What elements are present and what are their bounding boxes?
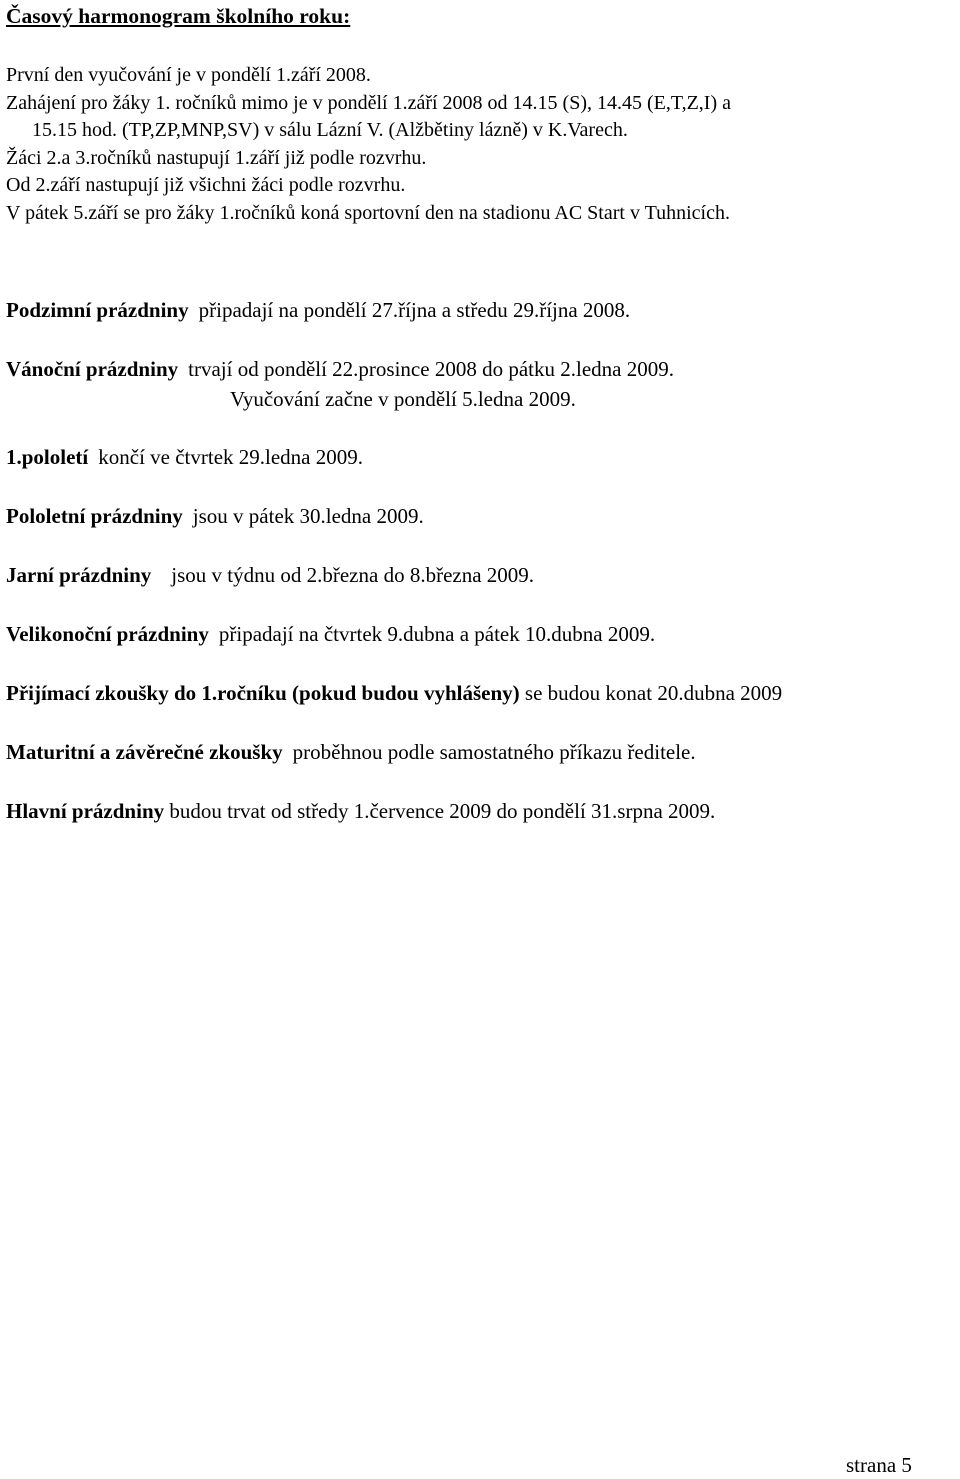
autumn-holiday-text: připadají na pondělí 27.října a středu 29.října 2008. xyxy=(198,298,631,322)
semester-break-text: jsou v pátek 30.ledna 2009. xyxy=(192,504,424,528)
christmas-holiday-text: trvají od pondělí 22.prosince 2008 do pátku 2.ledna 2009. xyxy=(188,357,674,381)
intro-line-opening: Zahájení pro žáky 1. ročníků mimo je v pondělí 1.září 2008 od 14.15 (S), 14.45 (E,T,Z,I) a xyxy=(6,92,731,114)
easter-holiday-text: připadají na čtvrtek 9.dubna a pátek 10.dubna 2009. xyxy=(218,622,656,646)
admission-exams xyxy=(6,680,782,706)
final-exams-text: proběhnou podle samostatného příkazu ředitele. xyxy=(292,740,696,764)
summer-holiday xyxy=(6,798,715,824)
intro-line-first-day: První den vyučování je v pondělí 1.září 2008. xyxy=(6,64,371,86)
easter-holiday-label: Velikonoční prázdniny xyxy=(6,622,209,646)
autumn-holiday xyxy=(6,297,630,323)
christmas-holiday-label: Vánoční prázdniny xyxy=(6,357,179,381)
semester-end-label: 1.pololetí xyxy=(6,445,89,469)
final-exams xyxy=(6,739,696,765)
christmas-resume: Vyučování začne v pondělí 5.ledna 2009. xyxy=(230,387,576,411)
spring-holiday xyxy=(6,562,534,588)
final-exams-label: Maturitní a závěrečné zkoušky xyxy=(6,740,283,764)
admission-exams-label: Přijímací zkoušky do 1.ročníku (pokud budou vyhlášeny) xyxy=(6,681,520,705)
intro-line-opening-cont: 15.15 hod. (TP,ZP,MNP,SV) v sálu Lázní V. (Alžbětiny lázně) v K.Varech. xyxy=(32,119,628,141)
summer-holiday-label: Hlavní prázdniny xyxy=(6,799,165,823)
semester-break-label: Pololetní prázdniny xyxy=(6,504,183,528)
autumn-holiday-label: Podzimní prázdniny xyxy=(6,298,189,322)
semester-end xyxy=(6,444,363,470)
easter-holiday xyxy=(6,621,655,647)
christmas-holiday xyxy=(6,356,674,382)
admission-exams-text: se budou konat 20.dubna 2009 xyxy=(524,681,783,705)
intro-line-sports-day: V pátek 5.září se pro žáky 1.ročníků koná sportovní den na stadionu AC Start v Tuhnicích. xyxy=(6,202,730,224)
spring-holiday-text: jsou v týdnu od 2.března do 8.března 2009. xyxy=(171,563,535,587)
semester-end-text: končí ve čtvrtek 29.ledna 2009. xyxy=(98,445,364,469)
intro-line-all-students: Od 2.září nastupují již všichni žáci podle rozvrhu. xyxy=(6,174,406,196)
spring-holiday-label: Jarní prázdniny xyxy=(6,563,152,587)
semester-break xyxy=(6,503,424,529)
summer-holiday-text: budou trvat od středy 1.července 2009 do pondělí 31.srpna 2009. xyxy=(169,799,716,823)
page-number: strana 5 xyxy=(846,1453,912,1477)
intro-line-grades-2-3: Žáci 2.a 3.ročníků nastupují 1.září již podle rozvrhu. xyxy=(6,147,427,169)
page-title: Časový harmonogram školního roku: xyxy=(6,4,351,28)
